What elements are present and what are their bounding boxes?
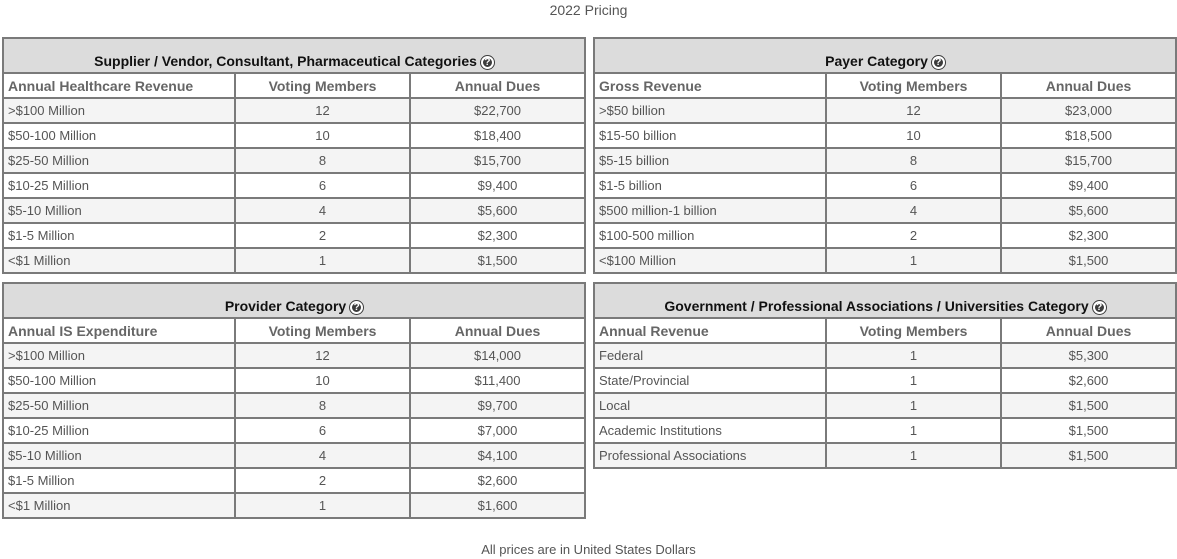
table-row: [594, 98, 1176, 123]
column-header: Voting Members: [826, 73, 1001, 98]
annual-dues-cell: $2,600: [410, 468, 585, 493]
table-row: [3, 368, 585, 393]
table-row: [3, 343, 585, 368]
help-icon[interactable]: ?: [481, 56, 494, 69]
voting-members-cell: 1: [826, 368, 1001, 393]
tier-cell: <$1 Million: [3, 248, 235, 273]
tier-cell: >$100 Million: [3, 343, 235, 368]
government-pricing-table: [593, 282, 1177, 469]
voting-members-cell: 6: [235, 173, 410, 198]
voting-members-cell: 2: [235, 223, 410, 248]
table-row: [3, 418, 585, 443]
tier-cell: Local: [594, 393, 826, 418]
table-title: [3, 283, 585, 318]
annual-dues-cell: $5,600: [410, 198, 585, 223]
annual-dues-cell: $1,500: [1001, 443, 1176, 468]
column-header: Annual Revenue: [594, 318, 826, 343]
voting-members-cell: 2: [235, 468, 410, 493]
voting-members-cell: 8: [235, 148, 410, 173]
voting-members-cell: 1: [826, 393, 1001, 418]
tier-cell: $50-100 Million: [3, 123, 235, 148]
column-header: Gross Revenue: [594, 73, 826, 98]
annual-dues-cell: $1,500: [1001, 248, 1176, 273]
annual-dues-cell: $1,600: [410, 493, 585, 518]
table-row: [594, 368, 1176, 393]
voting-members-cell: 6: [826, 173, 1001, 198]
table-row: [3, 493, 585, 518]
annual-dues-cell: $14,000: [410, 343, 585, 368]
table-title: [594, 283, 1176, 318]
table-row: [594, 343, 1176, 368]
annual-dues-cell: $5,600: [1001, 198, 1176, 223]
annual-dues-cell: $1,500: [1001, 418, 1176, 443]
annual-dues-cell: $2,300: [1001, 223, 1176, 248]
tier-cell: $1-5 Million: [3, 468, 235, 493]
annual-dues-cell: $22,700: [410, 98, 585, 123]
table-row: [3, 123, 585, 148]
payer-pricing-table: [593, 37, 1177, 274]
tier-cell: $10-25 Million: [3, 418, 235, 443]
voting-members-cell: 2: [826, 223, 1001, 248]
table-row: [3, 443, 585, 468]
table-title-text: Provider Category: [224, 298, 347, 314]
annual-dues-cell: $15,700: [1001, 148, 1176, 173]
voting-members-cell: 10: [235, 368, 410, 393]
column-header: Voting Members: [235, 318, 410, 343]
voting-members-cell: 12: [235, 343, 410, 368]
page-title: 2022 Pricing: [549, 2, 628, 18]
table-row: [594, 443, 1176, 468]
tier-cell: $100-500 million: [594, 223, 826, 248]
table-title-text: Supplier / Vendor, Consultant, Pharmaceutical Categories: [94, 53, 477, 69]
table-row: [3, 223, 585, 248]
table-row: [3, 468, 585, 493]
voting-members-cell: 4: [235, 198, 410, 223]
column-header: Voting Members: [235, 73, 410, 98]
column-header: Annual Dues: [410, 73, 585, 98]
tier-cell: $25-50 Million: [3, 393, 235, 418]
tier-cell: $5-15 billion: [594, 148, 826, 173]
annual-dues-cell: $2,300: [410, 223, 585, 248]
table-row: [3, 248, 585, 273]
voting-members-cell: 4: [235, 443, 410, 468]
annual-dues-cell: $9,400: [410, 173, 585, 198]
tier-cell: >$50 billion: [594, 98, 826, 123]
table-row: [594, 148, 1176, 173]
voting-members-cell: 10: [826, 123, 1001, 148]
table-row: [594, 123, 1176, 148]
voting-members-cell: 1: [826, 443, 1001, 468]
voting-members-cell: 10: [235, 123, 410, 148]
voting-members-cell: 12: [826, 98, 1001, 123]
tier-cell: $10-25 Million: [3, 173, 235, 198]
column-header: Annual Healthcare Revenue: [3, 73, 235, 98]
table-row: [594, 223, 1176, 248]
table-row: [594, 418, 1176, 443]
tier-cell: $1-5 billion: [594, 173, 826, 198]
annual-dues-cell: $18,400: [410, 123, 585, 148]
tier-cell: Professional Associations: [594, 443, 826, 468]
table-title-text: Government / Professional Associations / Universities Category: [664, 298, 1089, 314]
voting-members-cell: 6: [235, 418, 410, 443]
supplier-pricing-table: [2, 37, 586, 274]
annual-dues-cell: $1,500: [1001, 393, 1176, 418]
annual-dues-cell: $9,700: [410, 393, 585, 418]
table-row: [3, 173, 585, 198]
tier-cell: >$100 Million: [3, 98, 235, 123]
help-icon[interactable]: ?: [1093, 301, 1106, 314]
voting-members-cell: 1: [826, 418, 1001, 443]
annual-dues-cell: $11,400: [410, 368, 585, 393]
table-row: [3, 148, 585, 173]
table-row: [594, 173, 1176, 198]
annual-dues-cell: $1,500: [410, 248, 585, 273]
annual-dues-cell: $7,000: [410, 418, 585, 443]
table-row: [594, 393, 1176, 418]
voting-members-cell: 1: [826, 248, 1001, 273]
table-title: [3, 38, 585, 73]
annual-dues-cell: $2,600: [1001, 368, 1176, 393]
voting-members-cell: 1: [235, 248, 410, 273]
table-row: [3, 393, 585, 418]
voting-members-cell: 8: [826, 148, 1001, 173]
tier-cell: $50-100 Million: [3, 368, 235, 393]
table-row: [594, 198, 1176, 223]
voting-members-cell: 4: [826, 198, 1001, 223]
tier-cell: Academic Institutions: [594, 418, 826, 443]
tier-cell: <$1 Million: [3, 493, 235, 518]
annual-dues-cell: $23,000: [1001, 98, 1176, 123]
annual-dues-cell: $4,100: [410, 443, 585, 468]
tier-cell: <$100 Million: [594, 248, 826, 273]
currency-note: All prices are in United States Dollars: [481, 542, 696, 557]
annual-dues-cell: $9,400: [1001, 173, 1176, 198]
table-title-text: Payer Category: [825, 53, 928, 69]
tier-cell: $1-5 Million: [3, 223, 235, 248]
annual-dues-cell: $15,700: [410, 148, 585, 173]
tier-cell: $5-10 Million: [3, 443, 235, 468]
help-icon[interactable]: ?: [350, 301, 363, 314]
tier-cell: State/Provincial: [594, 368, 826, 393]
voting-members-cell: 1: [235, 493, 410, 518]
column-header: Annual Dues: [410, 318, 585, 343]
column-header: Annual Dues: [1001, 73, 1176, 98]
provider-pricing-table: [2, 282, 586, 519]
column-header: Annual IS Expenditure: [3, 318, 235, 343]
table-row: [3, 98, 585, 123]
tier-cell: $25-50 Million: [3, 148, 235, 173]
table-row: [594, 248, 1176, 273]
tier-cell: Federal: [594, 343, 826, 368]
annual-dues-cell: $5,300: [1001, 343, 1176, 368]
voting-members-cell: 12: [235, 98, 410, 123]
table-row: [3, 198, 585, 223]
tier-cell: $15-50 billion: [594, 123, 826, 148]
annual-dues-cell: $18,500: [1001, 123, 1176, 148]
voting-members-cell: 1: [826, 343, 1001, 368]
voting-members-cell: 8: [235, 393, 410, 418]
column-header: Annual Dues: [1001, 318, 1176, 343]
help-icon[interactable]: ?: [932, 56, 945, 69]
tier-cell: $500 million-1 billion: [594, 198, 826, 223]
column-header: Voting Members: [826, 318, 1001, 343]
tier-cell: $5-10 Million: [3, 198, 235, 223]
table-title: [594, 38, 1176, 73]
